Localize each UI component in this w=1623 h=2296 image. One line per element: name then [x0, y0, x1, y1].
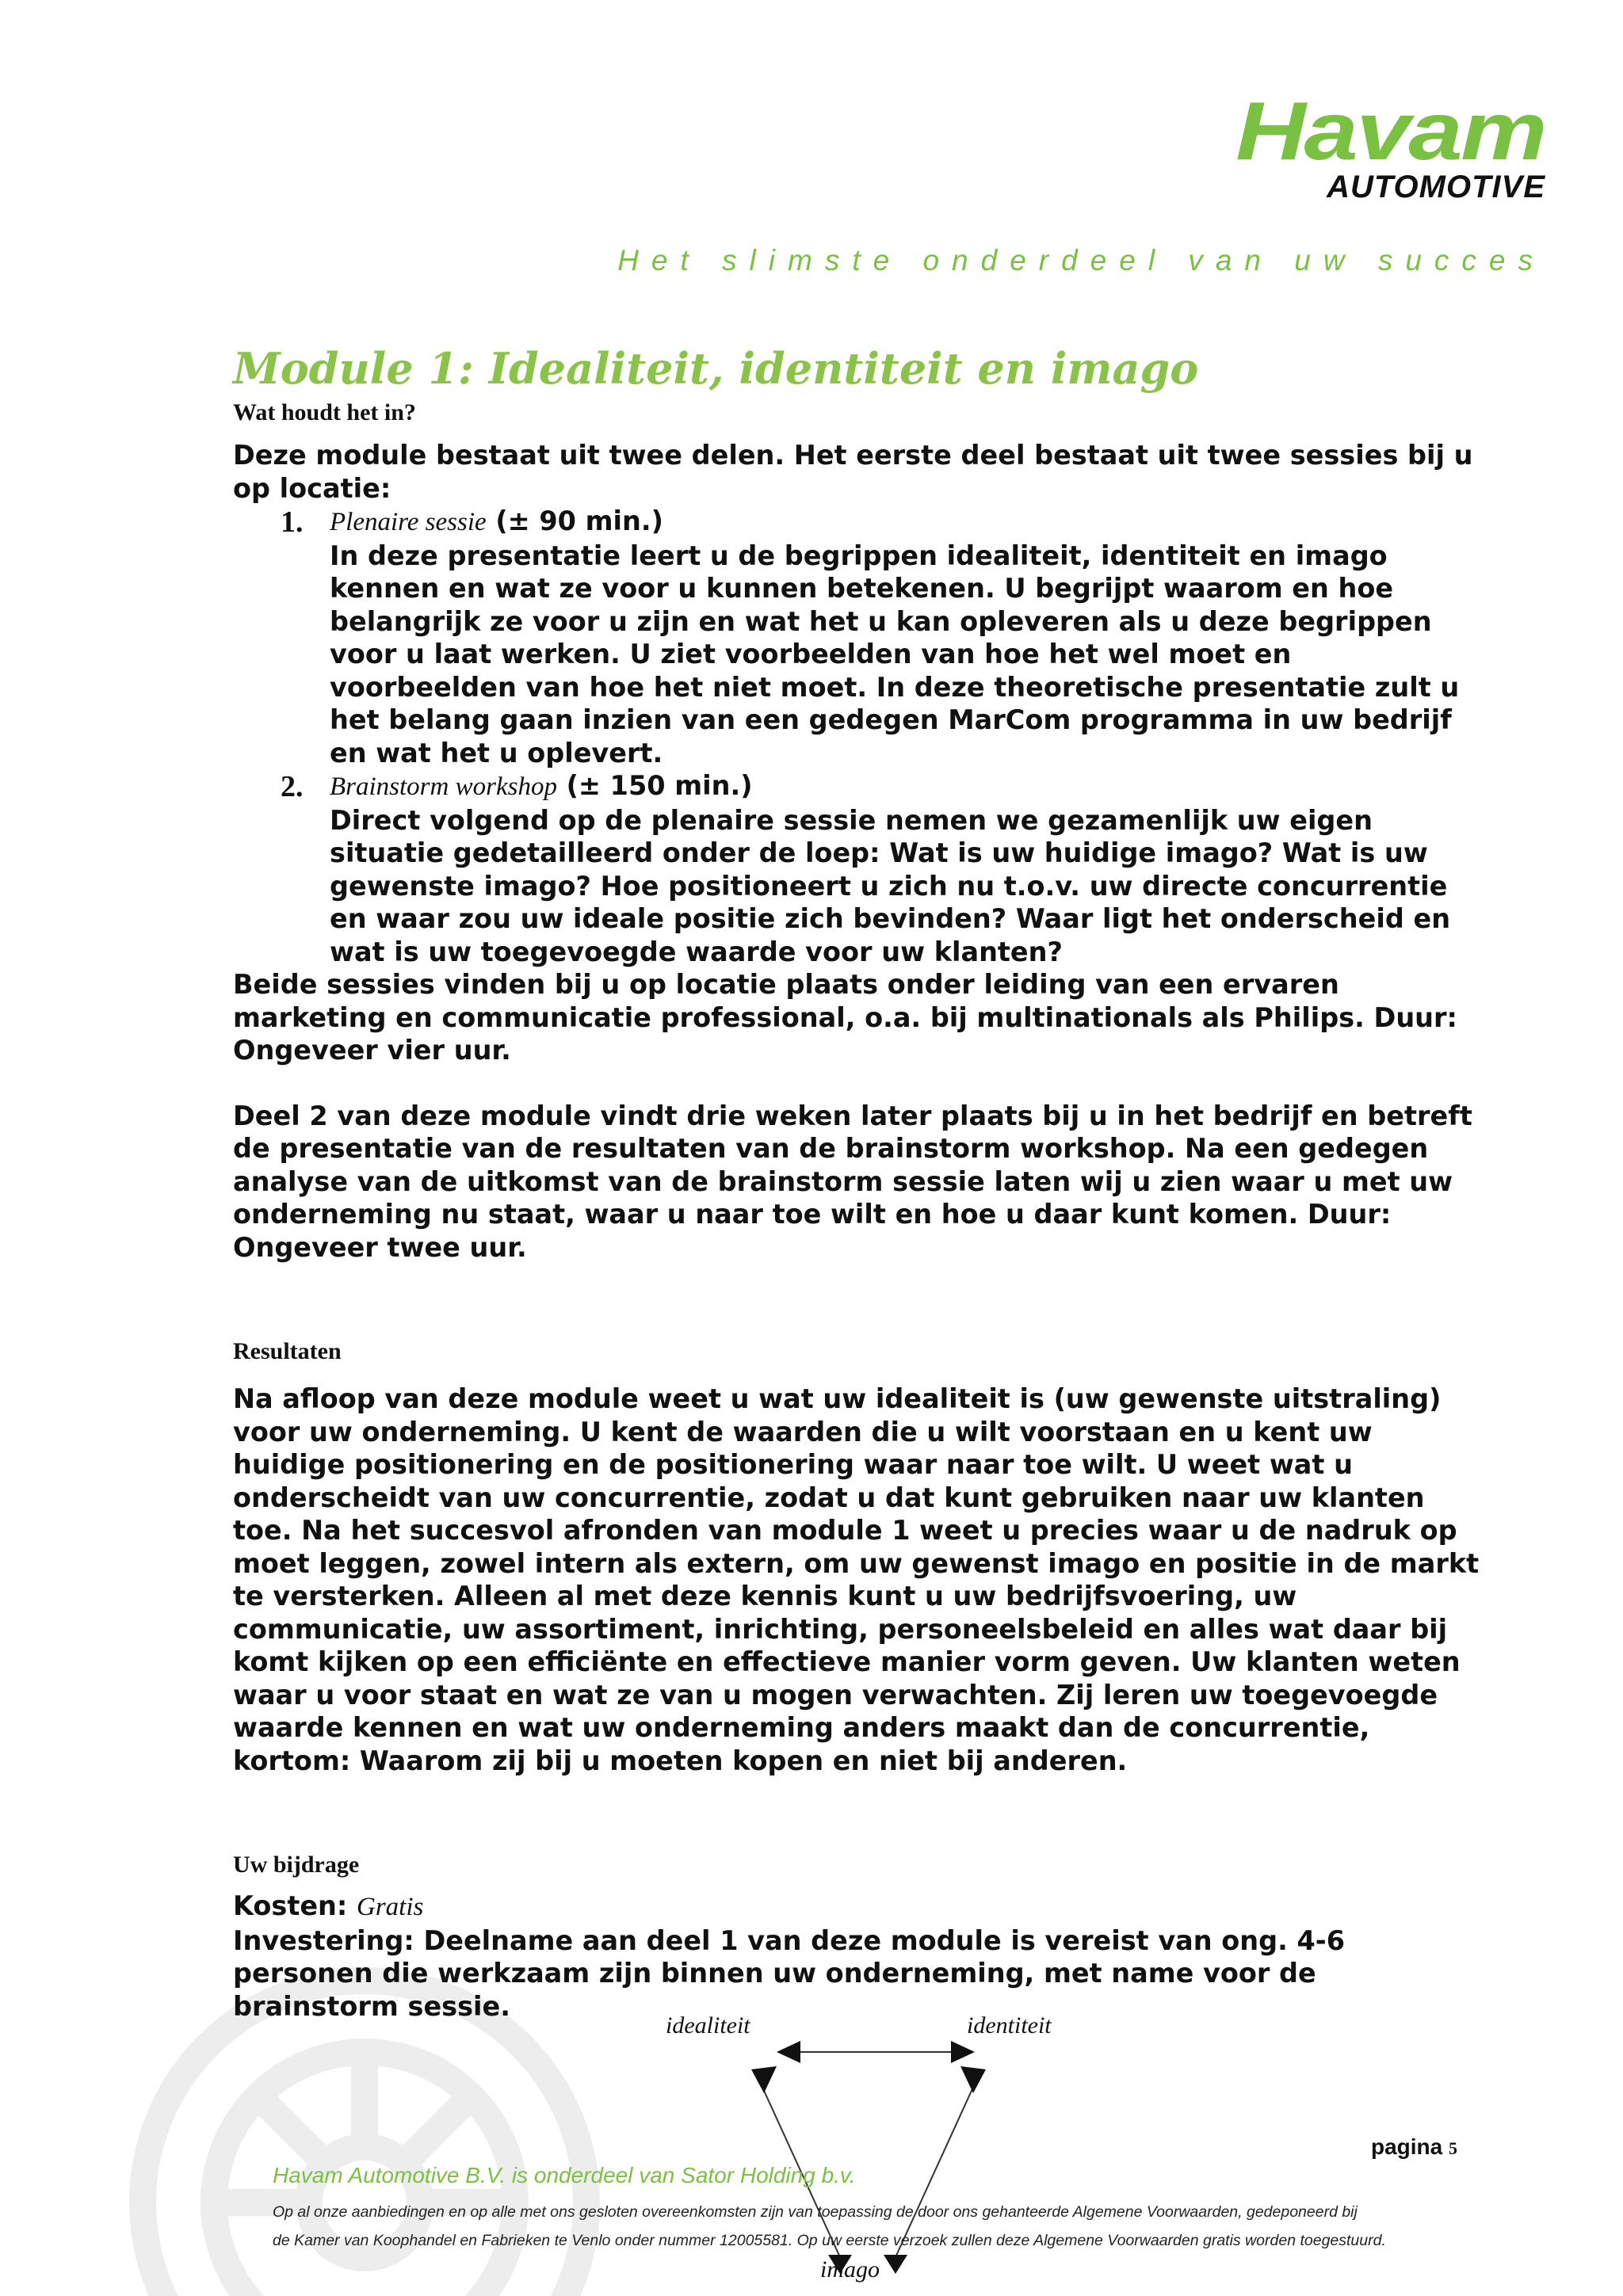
diagram-label-identiteit: identiteit — [967, 2012, 1052, 2039]
page-number-value: 5 — [1449, 2138, 1458, 2158]
cost-label: Kosten: — [233, 1890, 348, 1921]
list-item-heading — [330, 505, 1485, 540]
footer-terms-line-1: Op al onze aanbiedingen en op alle met ons gesloten overeenkomsten zijn van toepassing de door ons gehanteerde Algemene Voorwaarden, gedeponeerd bij — [273, 2203, 1358, 2221]
page-number-label: pagina — [1371, 2134, 1443, 2159]
page-title: Module 1: Idealiteit, identiteit en imago — [233, 343, 1199, 394]
sessions-summary: Beide sessies vinden bij u op locatie plaats onder leiding van een ervaren marketing en communicatie professional, o.a. bij multinationals als Philips. Duur: Ongeveer vier uur. — [233, 969, 1457, 1066]
cost-line — [233, 1890, 1485, 1924]
list-item-number: 2. — [281, 770, 304, 803]
page-footer — [273, 2160, 1572, 2255]
intro-paragraph: Deze module bestaat uit twee delen. Het eerste deel bestaat uit twee sessies bij u op locatie: — [233, 440, 1473, 504]
section-heading-results: Resultaten — [233, 1338, 342, 1364]
brand-logo-name: Havam — [1235, 86, 1545, 177]
list-item-heading — [330, 769, 1485, 804]
list-item — [233, 769, 1485, 968]
results-paragraph: Na afloop van deze module weet u wat uw idealiteit is (uw gewenste uitstraling) voor uw onderneming. U kent de waarden die u wilt voorstaan en u kent uw huidige positionering en de positionering waar naar toe wilt. U weet wat u onderscheidt van uw concurrentie, zodat u dat kunt gebruiken naar uw klanten toe. Na het succesvol afronden van module 1 weet u precies waar u de nadruk op moet leggen, zowel intern als extern, om uw gewenst imago en positie in de markt te versterken. Alleen al met deze kennis kunt u uw bedrijfsvoering, uw communicatie, uw assortiment, inrichting, personeelsbeleid en alles wat daar bij komt kijken op een efficiënte en effectieve manier vorm geven. Uw klanten weten waar u voor staat en wat ze van u mogen verwachten. Zij leren uw toegevoegde waarde kennen en wat uw onderneming anders maakt dan de concurrentie, kortom: Waarom zij bij u moeten kopen en niet bij anderen. — [233, 1383, 1480, 1776]
footer-terms-line-2: de Kamer van Koophandel en Fabrieken te Venlo onder nummer 12005581. Op uw eerste verzoek zullen deze Algemene Voorwaarden gratis worden toegestuurd. — [273, 2232, 1386, 2249]
document-body — [233, 342, 1485, 2023]
session-description: In deze presentatie leert u de begrippen idealiteit, identiteit en imago kennen en wat ze voor u kunnen betekenen. U begrijpt waarom en hoe belangrijk ze voor u zijn en wat het u kan opleveren als u deze begrippen voor u laat werken. U ziet voorbeelden van hoe het wel moet en voorbeelden van hoe het niet moet. In deze theoretische presentatie zult u het belang gaan inzien van een gedegen MarCom programma in uw bedrijf en wat het u oplevert. — [330, 540, 1460, 769]
part-two-paragraph: Deel 2 van deze module vindt drie weken later plaats bij u in het bedrijf en betreft de presentatie van de resultaten van de brainstorm workshop. Na een gedegen analyse van de uitkomst van de brainstorm sessie laten wij u zien waar u met uw onderneming nu staat, waar u naar toe wilt en hoe u daar kunt komen. Duur: Ongeveer twee uur. — [233, 1100, 1472, 1263]
session-name: Brainstorm workshop — [330, 772, 557, 801]
session-duration: (± 150 min.) — [566, 770, 753, 801]
brand-logo — [1117, 86, 1545, 204]
list-item-number: 1. — [281, 505, 304, 539]
footer-company: Havam Automotive B.V. is onderdeel van Sator Holding b.v. — [273, 2163, 856, 2187]
list-item — [233, 505, 1485, 769]
session-duration: (± 90 min.) — [495, 505, 663, 536]
page-number — [1371, 2134, 1457, 2160]
session-name: Plenaire sessie — [330, 508, 487, 536]
brand-tagline: Het slimste onderdeel van uw succes — [617, 244, 1545, 277]
diagram-label-imago: imago — [820, 2256, 880, 2283]
session-description: Direct volgend op de plenaire sessie nemen we gezamenlijk uw eigen situatie gedetailleerd onder de loep: Wat is uw huidige imago? Wat is uw gewenste imago? Hoe positioneert u zich nu t.o.v. uw directe concurrentie en waar zou uw ideale positie zich bevinden? Waar ligt het onderscheid en wat is uw toegevoegde waarde voor uw klanten? — [330, 804, 1451, 967]
section-heading-contribution: Uw bijdrage — [233, 1852, 360, 1878]
investment-paragraph: Investering: Deelname aan deel 1 van deze module is vereist van ong. 4-6 personen die werkzaam zijn binnen uw onderneming, met name voor de brainstorm sessie. — [233, 1924, 1346, 2022]
diagram-label-idealiteit: idealiteit — [666, 2012, 750, 2039]
section-heading-contents: Wat houdt het in? — [233, 399, 416, 425]
brand-logo-sub: AUTOMOTIVE — [1327, 170, 1545, 204]
cost-value: Gratis — [356, 1893, 424, 1921]
